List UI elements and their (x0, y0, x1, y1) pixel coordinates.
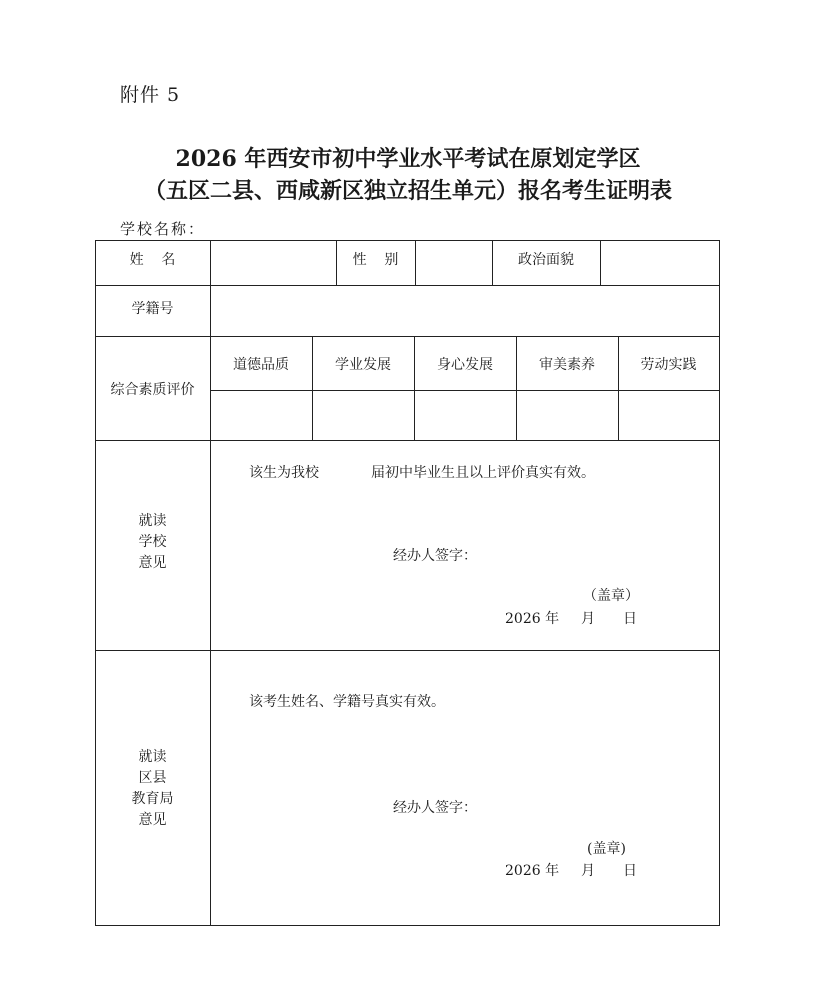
form-title-line-1: 2026 年西安市初中学业水平考试在原划定学区 (175, 146, 641, 172)
district-signature-label: 经办人签字： (393, 800, 477, 816)
attachment-label: 附件 5 (120, 84, 181, 106)
quality-value-health[interactable] (415, 391, 516, 440)
quality-category-labor: 劳动实践 (640, 356, 697, 373)
student-id-field[interactable] (211, 286, 719, 336)
school-date-day: 日 (623, 611, 637, 627)
school-name-label: 学校名称： (120, 220, 206, 238)
school-statement-part1: 该生为我校 (249, 465, 319, 481)
district-statement: 该考生姓名、学籍号真实有效。 (249, 694, 445, 710)
political-status-label: 政治面貌 (518, 252, 574, 268)
gender-field[interactable] (416, 241, 492, 285)
school-date-month: 月 (581, 611, 595, 627)
table-border (95, 440, 720, 441)
school-signature-label: 经办人签字： (393, 548, 477, 564)
quality-category-aesthetic: 审美素养 (539, 356, 595, 373)
quality-value-labor[interactable] (619, 391, 719, 440)
quality-value-academic[interactable] (313, 391, 414, 440)
district-date-year: 2026 年 (505, 863, 560, 879)
quality-value-moral[interactable] (211, 391, 312, 440)
quality-category-moral: 道德品质 (233, 356, 289, 373)
quality-category-academic: 学业发展 (335, 356, 391, 373)
quality-value-aesthetic[interactable] (517, 391, 618, 440)
student-id-label: 学籍号 (131, 301, 174, 317)
quality-category-health: 身心发展 (437, 356, 493, 373)
gender-label: 性 别 (352, 252, 399, 268)
district-date-month: 月 (581, 863, 595, 879)
table-border (719, 240, 720, 926)
form-title-line-2: （五区二县、西咸新区独立招生单元）报名考生证明表 (143, 178, 672, 204)
school-statement-part2: 届初中毕业生且以上评价真实有效。 (371, 465, 595, 481)
district-date-day: 日 (623, 863, 637, 879)
school-opinion-label: 就读 学校 意见 (138, 513, 167, 571)
name-label: 姓 名 (129, 252, 176, 268)
certificate-form-table (95, 240, 720, 926)
school-date-year: 2026 年 (505, 611, 560, 627)
table-border (95, 925, 720, 926)
school-seal-label: （盖章） (583, 588, 639, 604)
district-seal-label: (盖章) (587, 841, 626, 857)
table-border (95, 650, 720, 651)
quality-evaluation-label: 综合素质评价 (110, 381, 195, 398)
district-opinion-label: 就读 区县 教育局 意见 (131, 749, 174, 828)
political-status-field[interactable] (601, 241, 719, 285)
name-field[interactable] (211, 241, 336, 285)
